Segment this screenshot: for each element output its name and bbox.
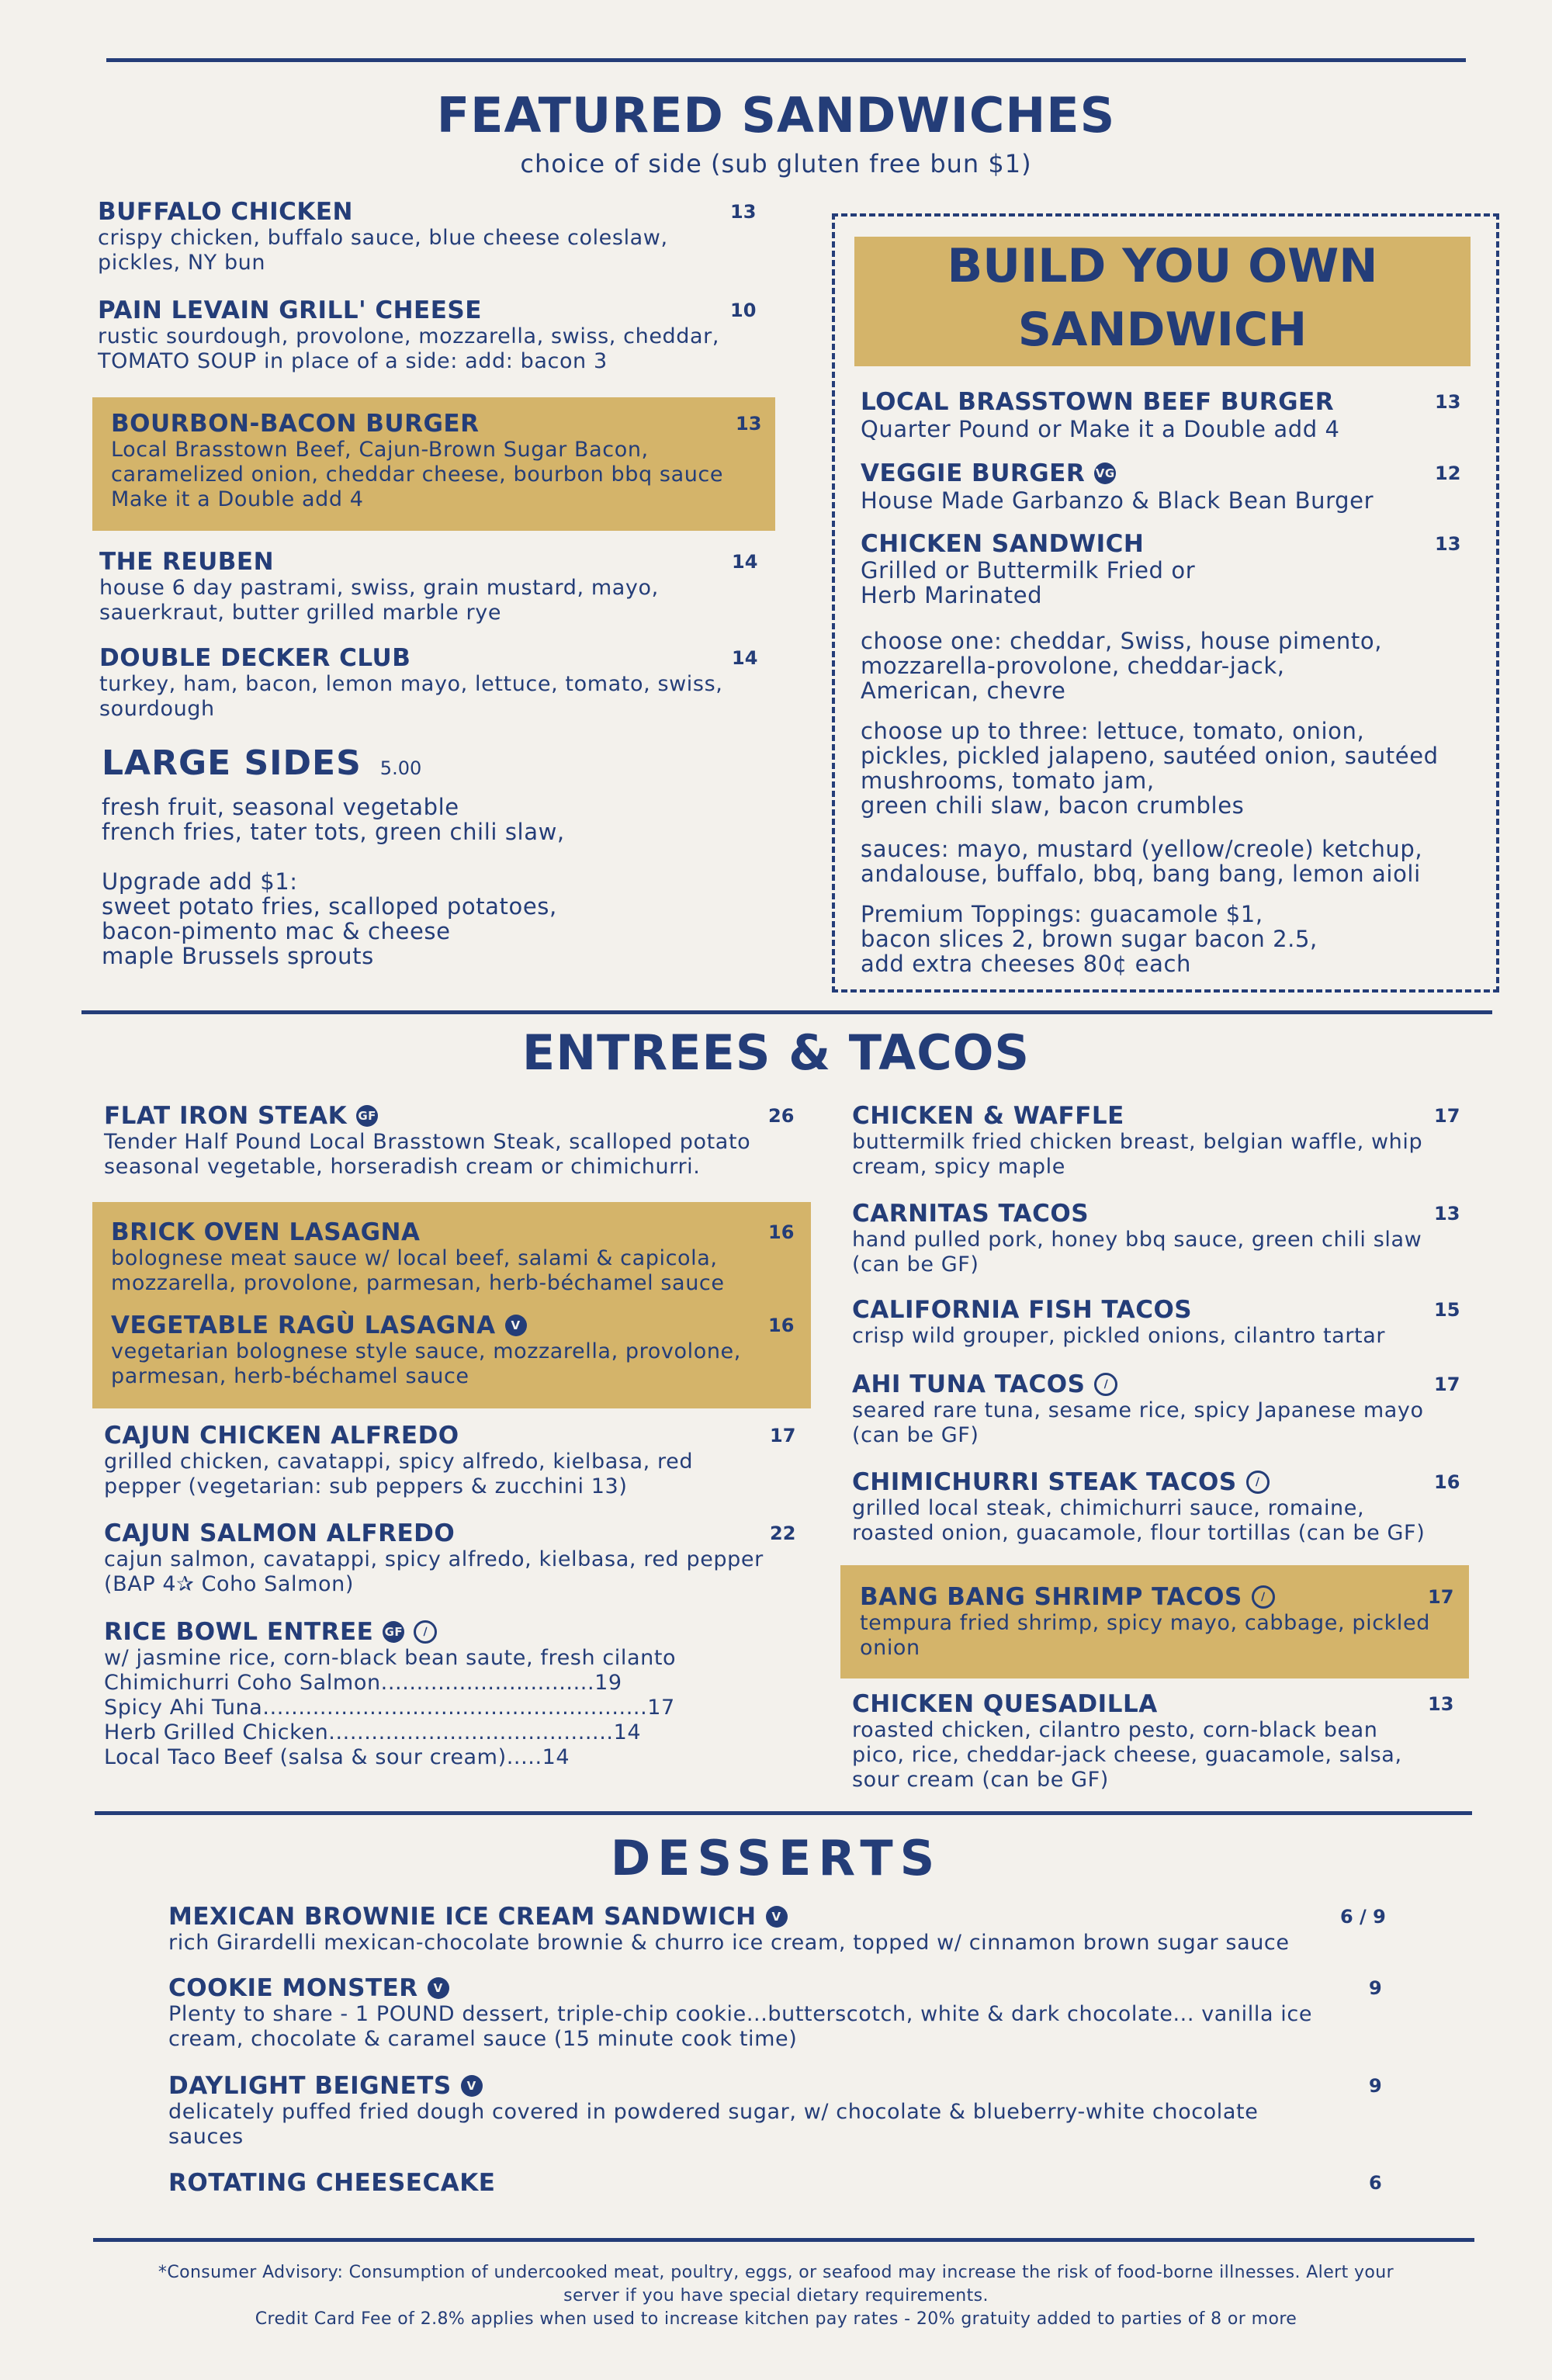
menu-item: [852, 1200, 1473, 1277]
item-name: VEGGIE BURGER: [861, 459, 1086, 487]
item-name: CALIFORNIA FISH TACOS: [852, 1296, 1193, 1324]
gluten-free-badge-icon: GF: [356, 1105, 378, 1127]
item-name: ROTATING CHEESECAKE: [168, 2169, 496, 2197]
item-price: 10: [730, 300, 757, 321]
menu-item: [168, 2169, 1394, 2197]
item-price: 13: [736, 413, 762, 435]
item-price: 13: [1435, 391, 1461, 413]
item-price: 6 / 9: [1340, 1906, 1386, 1928]
spicy-pepper-icon: ∕: [1246, 1471, 1270, 1494]
build-option: Premium Toppings: guacamole $1, bacon slices 2, brown sugar bacon 2.5, add extra cheeses 80¢ each: [861, 901, 1318, 977]
item-desc: crisp wild grouper, pickled onions, cilantro tartar: [852, 1324, 1386, 1348]
credit-card-fee-note: Credit Card Fee of 2.8% applies when used to increase kitchen pay rates - 20% gratuity added to parties of 8 or more: [255, 2309, 1297, 2329]
item-name: BUFFALO CHICKEN: [98, 198, 354, 226]
desserts-title: DESSERTS: [610, 1830, 942, 1886]
item-price: 26: [768, 1105, 795, 1127]
item-desc: grilled chicken, cavatappi, spicy alfredo, kielbasa, red pepper (vegetarian: sub peppers & zucchini 13): [104, 1450, 694, 1498]
section-rule: [81, 1010, 1492, 1014]
vegetarian-badge-icon: V: [461, 2075, 483, 2097]
item-desc: roasted chicken, cilantro pesto, corn-black bean pico, rice, cheddar-jack cheese, guacamole, salsa, sour cream (can be GF): [852, 1718, 1402, 1792]
item-price: 13: [1435, 533, 1461, 555]
item-name: MEXICAN BROWNIE ICE CREAM SANDWICH: [168, 1903, 757, 1931]
item-desc: vegetarian bolognese style sauce, mozzarella, provolone, parmesan, herb-béchamel sauce: [111, 1339, 741, 1388]
menu-item: [852, 1468, 1473, 1546]
item-name: DOUBLE DECKER CLUB: [99, 644, 411, 672]
large-sides-text: fresh fruit, seasonal vegetable french fries, tater tots, green chili slaw, Upgrade add $1: sweet potato fries, scalloped potatoes, bacon-pimento mac & cheese maple Brussels sprouts: [102, 794, 565, 969]
menu-item: [168, 2072, 1394, 2150]
item-price: 14: [732, 647, 758, 669]
item-desc: grilled local steak, chimichurri sauce, romaine, roasted onion, guacamole, flour tortillas (can be GF): [852, 1496, 1426, 1545]
build-option: sauces: mayo, mustard (yellow/creole) ketchup, andalouse, buffalo, bbq, bang bang, lemon aioli: [861, 836, 1423, 887]
item-desc: hand pulled pork, honey bbq sauce, green chili slaw (can be GF): [852, 1228, 1422, 1277]
build-option: choose up to three: lettuce, tomato, onion, pickles, pickled jalapeno, sautéed onion, sautéed mushrooms, tomato jam, green chili slaw, bacon crumbles: [861, 718, 1439, 819]
item-price: 17: [1434, 1374, 1460, 1395]
menu-item: [861, 459, 1466, 514]
section-rule: [95, 1811, 1472, 1815]
item-name: RICE BOWL ENTREE: [104, 1618, 374, 1646]
item-desc: w/ jasmine rice, corn-black bean saute, fresh cilanto Chimichurri Coho Salmon..............................19 Spicy Ahi Tuna......................................................17 Herb Grilled Chicken........................................14 Local Taco Beef (salsa & sour cream).....14: [104, 1646, 677, 1769]
item-name: VEGETABLE RAGÙ LASAGNA: [111, 1311, 496, 1339]
menu-item: [861, 388, 1466, 442]
menu-item: [168, 1903, 1394, 1956]
spicy-pepper-icon: ∕: [1252, 1585, 1275, 1609]
menu-item: [104, 1618, 795, 1770]
menu-item: [98, 296, 757, 374]
item-name: BRICK OVEN LASAGNA: [111, 1218, 421, 1246]
item-name: AHI TUNA TACOS: [852, 1370, 1086, 1398]
item-desc: House Made Garbanzo & Black Bean Burger: [861, 487, 1374, 514]
item-price: 6: [1369, 2172, 1382, 2194]
item-price: 17: [1428, 1586, 1454, 1608]
item-price: 12: [1435, 462, 1461, 484]
item-desc: tempura fried shrimp, spicy mayo, cabbage, pickled onion: [860, 1611, 1430, 1660]
vegetarian-badge-icon: V: [505, 1315, 527, 1336]
item-desc: house 6 day pastrami, swiss, grain mustard, mayo, sauerkraut, butter grilled marble rye: [99, 576, 659, 625]
spicy-pepper-icon: ∕: [414, 1620, 437, 1644]
item-desc: Tender Half Pound Local Brasstown Steak, scalloped potato seasonal vegetable, horseradish cream or chimichurri.: [104, 1130, 751, 1179]
menu-item: [99, 644, 759, 722]
item-price: 13: [1434, 1203, 1460, 1225]
item-price: 14: [732, 551, 758, 573]
featured-subtitle: choice of side (sub gluten free bun $1): [520, 149, 1032, 178]
menu-item: [168, 1974, 1394, 2052]
item-name: CHICKEN QUESADILLA: [852, 1690, 1158, 1718]
large-sides-heading: [102, 743, 421, 783]
vegetarian-badge-icon: V: [766, 1906, 788, 1928]
menu-item: [852, 1370, 1473, 1448]
item-price: 16: [768, 1315, 795, 1336]
item-name: FLAT IRON STEAK: [104, 1102, 348, 1130]
menu-item: [98, 198, 757, 275]
spicy-pepper-icon: ∕: [1094, 1373, 1117, 1396]
consumer-advisory: *Consumer Advisory: Consumption of undercooked meat, poultry, eggs, or seafood may increase the risk of food-borne illnesses. Alert your: [158, 2263, 1394, 2282]
vegan-badge-icon: VG: [1094, 462, 1116, 484]
item-name: DAYLIGHT BEIGNETS: [168, 2072, 452, 2100]
item-price: 15: [1434, 1299, 1460, 1321]
build-option: choose one: cheddar, Swiss, house pimento, mozzarella-provolone, cheddar-jack, American, chevre: [861, 628, 1383, 704]
item-price: 9: [1369, 2075, 1382, 2097]
menu-item: [860, 1583, 1465, 1661]
item-name: CAJUN CHICKEN ALFREDO: [104, 1422, 459, 1450]
item-name: PAIN LEVAIN GRILL' CHEESE: [98, 296, 482, 324]
item-price: 13: [1428, 1693, 1454, 1715]
item-desc: delicately puffed fried dough covered in powdered sugar, w/ chocolate & blueberry-white chocolate sauces: [168, 2100, 1259, 2149]
consumer-advisory-cont: server if you have special dietary requirements.: [563, 2286, 989, 2306]
top-rule: [106, 58, 1466, 62]
item-desc: Local Brasstown Beef, Cajun-Brown Sugar Bacon, caramelized onion, cheddar cheese, bourbon bbq sauce Make it a Double add 4: [111, 438, 724, 511]
item-desc: rich Girardelli mexican-chocolate brownie & churro ice cream, topped w/ cinnamon brown sugar sauce: [168, 1931, 1290, 1955]
item-price: 22: [770, 1523, 796, 1544]
item-desc: buttermilk fried chicken breast, belgian waffle, whip cream, spicy maple: [852, 1130, 1423, 1179]
item-desc: bolognese meat sauce w/ local beef, salami & capicola, mozzarella, provolone, parmesan, herb-béchamel sauce: [111, 1246, 725, 1295]
menu-item: [111, 1311, 802, 1389]
menu-item: [111, 1218, 802, 1296]
menu-item: [99, 548, 759, 625]
vegetarian-badge-icon: V: [428, 1977, 449, 1999]
item-price: 9: [1369, 1977, 1382, 1999]
gluten-free-badge-icon: GF: [383, 1621, 404, 1643]
item-desc: cajun salmon, cavatappi, spicy alfredo, kielbasa, red pepper (BAP 4✰ Coho Salmon): [104, 1547, 764, 1596]
item-desc: seared rare tuna, sesame rice, spicy Japanese mayo (can be GF): [852, 1398, 1424, 1447]
item-price: 17: [1434, 1105, 1460, 1127]
item-name: COOKIE MONSTER: [168, 1974, 418, 2002]
item-desc: turkey, ham, bacon, lemon mayo, lettuce, tomato, swiss, sourdough: [99, 672, 723, 721]
build-title: BUILD YOU OWN SANDWICH: [947, 239, 1378, 357]
item-price: 16: [768, 1221, 795, 1243]
item-desc: Plenty to share - 1 POUND dessert, triple-chip cookie...butterscotch, white & dark chocolate... vanilla ice cream, chocolate & caramel sauce (15 minute cook time): [168, 2002, 1313, 2051]
item-price: 16: [1434, 1471, 1460, 1493]
item-name: BANG BANG SHRIMP TACOS: [860, 1583, 1242, 1611]
item-name: THE REUBEN: [99, 548, 275, 576]
menu-item: [852, 1690, 1473, 1793]
item-desc: crispy chicken, buffalo sauce, blue cheese coleslaw, pickles, NY bun: [98, 226, 668, 275]
item-name: CHICKEN SANDWICH: [861, 530, 1145, 558]
item-name: BOURBON-BACON BURGER: [111, 410, 480, 438]
item-desc: Grilled or Buttermilk Fried or Herb Marinated: [861, 557, 1196, 608]
item-name: CHICKEN & WAFFLE: [852, 1102, 1124, 1130]
item-name: CARNITAS TACOS: [852, 1200, 1090, 1228]
menu-item: [104, 1102, 795, 1180]
menu-item: [861, 530, 1466, 608]
footer-rule: [93, 2238, 1474, 2242]
large-sides-title: LARGE SIDES: [102, 743, 362, 783]
item-name: CHIMICHURRI STEAK TACOS: [852, 1468, 1237, 1496]
featured-title: FEATURED SANDWICHES: [436, 87, 1116, 144]
menu-item: [852, 1296, 1473, 1349]
menu-item: [111, 410, 771, 512]
item-name: LOCAL BRASSTOWN BEEF BURGER: [861, 388, 1335, 416]
menu-item: [852, 1102, 1473, 1180]
item-price: 17: [770, 1425, 796, 1446]
entrees-title: ENTREES & TACOS: [521, 1024, 1031, 1081]
item-desc: Quarter Pound or Make it a Double add 4: [861, 416, 1340, 442]
large-sides-price: 5.00: [379, 757, 422, 779]
item-price: 13: [730, 201, 757, 223]
item-desc: rustic sourdough, provolone, mozzarella, swiss, cheddar, TOMATO SOUP in place of a side: add: bacon 3: [98, 324, 720, 373]
item-name: CAJUN SALMON ALFREDO: [104, 1519, 456, 1547]
menu-item: [104, 1422, 795, 1499]
menu-item: [104, 1519, 795, 1597]
